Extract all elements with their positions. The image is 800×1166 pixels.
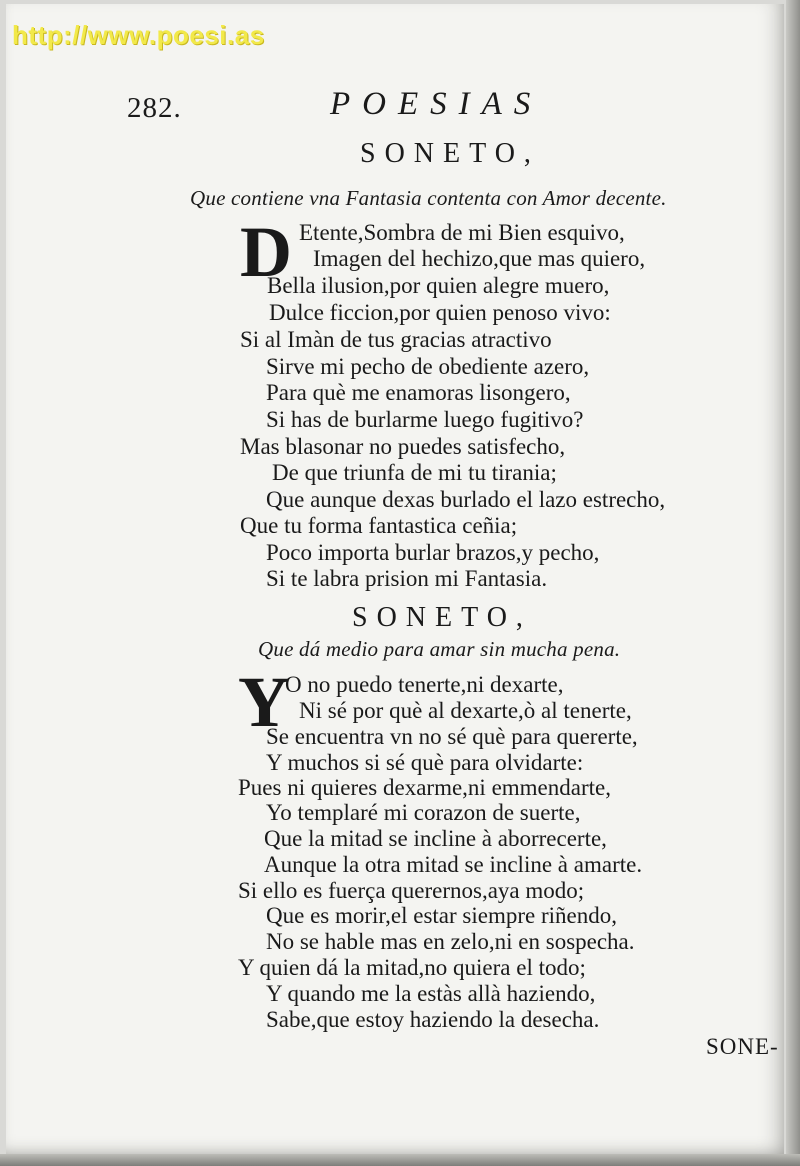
verse-line: Y quando me la estàs allà haziendo, [266,981,596,1006]
verse-line: Si te labra prision mi Fantasia. [266,566,548,591]
verse-line: Si ello es fuerça querernos,aya modo; [238,878,585,903]
sonnet-2-drop-cap: Y [238,662,290,742]
sonnet-1-subtitle: Que contiene vna Fantasia contenta con Amor decente. [190,186,667,210]
verse-line: Pues ni quieres dexarme,ni emmendarte, [238,775,611,800]
verse-line: Que aunque dexas burlado el lazo estrecho, [266,487,666,512]
verse-line: Dulce ficcion,por quien penoso vivo: [269,300,611,325]
verse-line: Bella ilusion,por quien alegre muero, [267,273,610,298]
verse-line: Imagen del hechizo,que mas quiero, [313,246,646,271]
watermark-url: http://www.poesi.as [12,20,265,50]
sonnet-1-drop-cap: D [240,212,292,292]
sonnet-1-title: SONETO, [360,138,540,169]
verse-line: Mas blasonar no puedes satisfecho, [240,434,566,459]
verse-line: No se hable mas en zelo,ni en sospecha. [266,929,635,954]
verse-line: Si has de burlarme luego fugitivo? [266,407,584,432]
verse-line: Etente,Sombra de mi Bien esquivo, [299,220,625,245]
page-bottom-shadow [0,1154,800,1166]
verse-line: Y muchos si sé què para olvidarte: [266,750,584,775]
verse-line: Que la mitad se incline à aborrecerte, [264,826,607,851]
verse-line: Ni sé por què al dexarte,ò al tenerte, [299,698,632,723]
verse-line: Sabe,que estoy haziendo la desecha. [266,1007,600,1032]
catchword: SONE- [706,1034,779,1059]
verse-line: Yo templaré mi corazon de suerte, [266,800,581,825]
verse-line: Se encuentra vn no sé què para quererte, [266,724,638,749]
verse-line: Y quien dá la mitad,no quiera el todo; [238,955,586,980]
verse-line: O no puedo tenerte,ni dexarte, [285,672,564,697]
verse-line: Poco importa burlar brazos,y pecho, [266,540,600,565]
verse-line: Sirve mi pecho de obediente azero, [266,354,590,379]
verse-line: Si al Imàn de tus gracias atractivo [240,327,552,352]
sonnet-2-subtitle: Que dá medio para amar sin mucha pena. [258,637,621,661]
verse-line: De que triunfa de mi tu tirania; [272,460,557,485]
running-head: POESIAS [330,86,543,122]
verse-line: Para què me enamoras lisongero, [266,380,571,405]
verse-line: Aunque la otra mitad se incline à amarte. [264,852,643,877]
page-number: 282. [127,92,182,124]
sonnet-2-title: SONETO, [352,602,532,633]
page-edge-shadow [786,0,800,1166]
verse-line: Que es morir,el estar siempre riñendo, [266,903,617,928]
verse-line: Que tu forma fantastica ceñia; [240,513,518,538]
